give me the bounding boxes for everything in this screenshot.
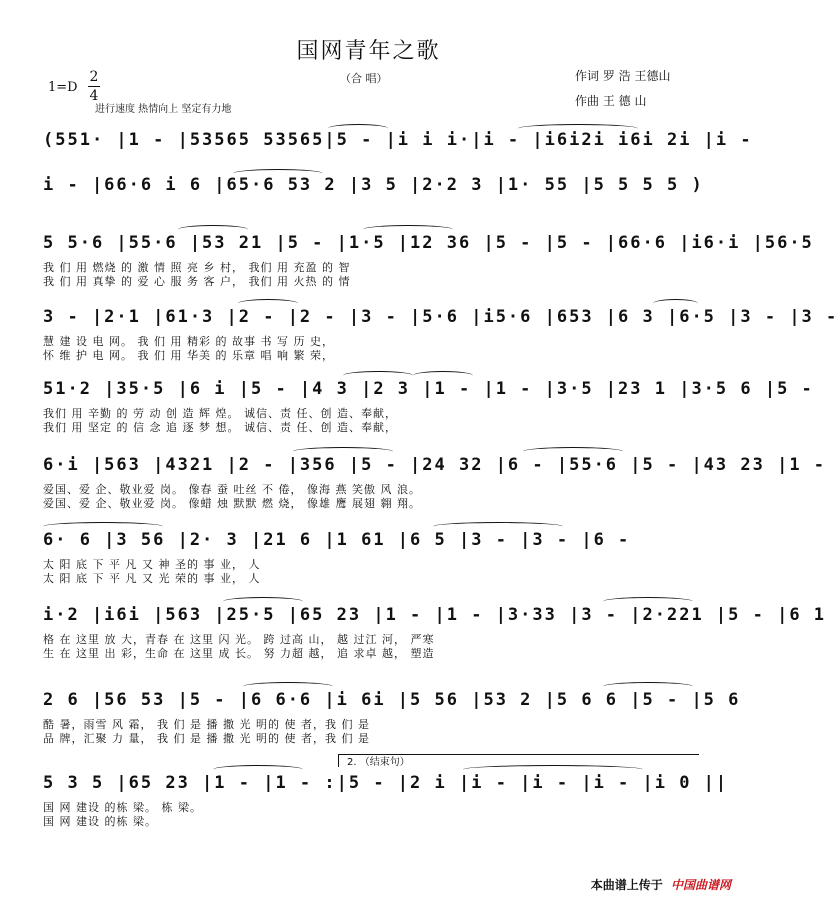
slur-mark	[233, 169, 323, 178]
notation-line: 51·2 |35·5 |6 i |5 - |4 3 |2 3 |1 - |1 - |3·5 |23 1 |3·5 6 |5 -	[43, 379, 814, 399]
score-system	[43, 379, 814, 434]
slur-mark	[43, 522, 163, 531]
site-logo[interactable]: 中国曲谱网	[670, 878, 731, 892]
lyrics-verse-2: 爱国、爱 企、敬业爱 岗。 像蜡 烛 默默 燃 烧， 像雄 鹰 展翅 翱 翔。	[43, 497, 421, 510]
score-system	[43, 130, 753, 178]
lyrics-verse-2: 国 网 建设 的栋 梁。	[43, 815, 157, 828]
notation-line: 6· 6 |3 56 |2· 3 |21 6 |1 61 |6 5 |3 - |3 - |6 -	[43, 530, 631, 550]
lyrics-verse-2: 我们 用 坚定 的 信 念 追 逐 梦 想。 诚信、责 任、创 造、奉献，	[43, 421, 397, 434]
slur-mark	[213, 765, 303, 774]
lyrics-verse-1: 我 们 用 燃烧 的 激 情 照 亮 乡 村， 我们 用 充盈 的 智	[43, 261, 351, 274]
slur-mark	[363, 225, 453, 234]
score-system	[43, 175, 704, 223]
slur-mark	[243, 682, 333, 691]
slur-mark	[603, 682, 693, 691]
slur-mark	[328, 124, 388, 133]
tempo-marking: 进行速度 热情向上 坚定有力地	[95, 104, 232, 115]
score-system	[43, 455, 827, 510]
score-system	[43, 233, 814, 288]
ending-label: 2. （结束句）	[347, 757, 410, 768]
lyricist-credit: 作词 罗 浩 王德山	[575, 69, 671, 83]
slur-mark	[178, 225, 248, 234]
slur-mark	[518, 124, 638, 133]
score-system	[43, 773, 729, 828]
lyrics-verse-2: 我 们 用 真挚 的 爱 心 服 务 客 户， 我们 用 火热 的 情	[43, 275, 351, 288]
score-system	[43, 690, 741, 745]
notation-line: 2 6 |56 53 |5 - |6 6·6 |i 6i |5 56 |53 2 |5 6 6 |5 - |5 6	[43, 690, 741, 710]
performance-note: （合 唱）	[340, 72, 388, 85]
notation-line: 5 3 5 |65 23 |1 - |1 - :|5 - |2 i |i - |i - |i - |i 0 ||	[43, 773, 729, 793]
lyrics-verse-1: 格 在 这里 放 大，青春 在 这里 闪 光。 跨 过高 山， 越 过江 河， 严寒	[43, 633, 435, 646]
notation-line: (551· |1 - |53565 53565|5 - |i i i·|i - |i6i2i i6i 2i |i -	[43, 130, 753, 150]
slur-mark	[653, 299, 698, 308]
composer-credit: 作曲 王 德 山	[575, 94, 647, 108]
slur-mark	[463, 765, 643, 774]
lyrics-verse-2: 品 牌，汇聚 力 量， 我 们 是 播 撒 光 明的 使 者，我 们 是	[43, 732, 370, 745]
slur-mark	[343, 371, 413, 380]
notation-line: 5 5·6 |55·6 |53 21 |5 - |1·5 |12 36 |5 - |5 - |66·6 |i6·i |56·5	[43, 233, 814, 253]
slur-mark	[433, 522, 563, 531]
slur-mark	[413, 371, 473, 380]
lyrics-verse-1: 我们 用 辛勤 的 劳 动 创 造 辉 煌。 诚信、责 任、创 造、奉献，	[43, 407, 397, 420]
slur-mark	[603, 597, 693, 606]
time-signature-bottom: 4	[89, 88, 99, 104]
lyrics-verse-2: 怀 维 护 电 网。 我 们 用 华美 的 乐章 唱 响 繁 荣，	[43, 349, 334, 362]
slur-mark	[523, 447, 623, 456]
key-signature: 1=D	[48, 80, 78, 95]
slur-mark	[223, 597, 303, 606]
lyrics-verse-1: 国 网 建设 的栋 梁。 栋 梁。	[43, 801, 202, 814]
score-system	[43, 605, 827, 660]
lyrics-verse-1: 慧 建 设 电 网。 我 们 用 精彩 的 故事 书 写 历 史，	[43, 335, 334, 348]
notation-line: i - |66·6 i 6 |65·6 53 2 |3 5 |2·2 3 |1· 55 |5 5 5 5 )	[43, 175, 704, 195]
lyrics-verse-1: 太 阳 底 下 平 凡 又 神 圣的 事 业， 人	[43, 558, 261, 571]
lyrics-verse-2: 生 在 这里 出 彩，生命 在 这里 成 长。 努 力超 越， 追 求卓 越， 塑造	[43, 647, 435, 660]
lyrics-verse-2: 太 阳 底 下 平 凡 又 光 荣的 事 业， 人	[43, 572, 261, 585]
footer-label: 本曲谱上传于	[590, 878, 663, 892]
notation-line: 6·i |563 |4321 |2 - |356 |5 - |24 32 |6 - |55·6 |5 - |43 23 |1 -	[43, 455, 827, 475]
slur-mark	[238, 299, 298, 308]
notation-line: 3 - |2·1 |61·3 |2 - |2 - |3 - |5·6 |i5·6 |653 |6 3 |6·5 |3 - |3 -	[43, 307, 838, 327]
notation-line: i·2 |i6i |563 |25·5 |65 23 |1 - |1 - |3·33 |3 - |2·221 |5 - |6 1	[43, 605, 827, 625]
score-system	[43, 307, 838, 362]
footer-credit	[591, 876, 731, 893]
lyrics-verse-1: 爱国、爱 企、敬业爱 岗。 像春 蚕 吐丝 不 倦， 像海 燕 笑傲 风 浪。	[43, 483, 421, 496]
score-system	[43, 530, 698, 585]
lyrics-verse-1: 酷 暑，雨雪 风 霜， 我 们 是 播 撒 光 明的 使 者，我 们 是	[43, 718, 370, 731]
song-title: 国网青年之歌	[296, 39, 441, 64]
slur-mark	[293, 447, 393, 456]
time-signature-top: 2	[89, 69, 99, 85]
